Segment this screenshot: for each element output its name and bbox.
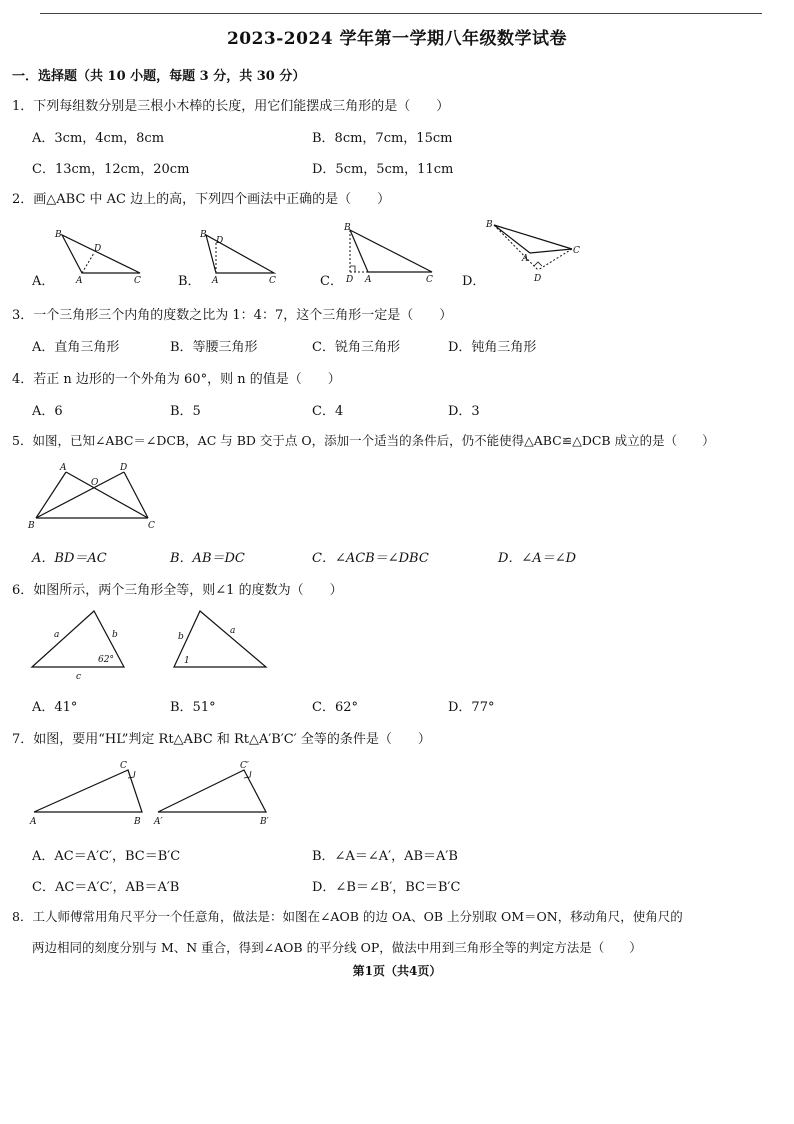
question-5-option-a: A．BD＝AC: [32, 551, 107, 566]
top-rule: [40, 13, 762, 14]
label-c: C: [120, 761, 127, 771]
label-b: B: [200, 230, 207, 240]
label-c: C: [148, 521, 155, 531]
label-o: O: [91, 478, 99, 488]
label-a: a: [230, 626, 236, 636]
question-1-option-a: A．3cm，4cm，8cm: [32, 131, 165, 146]
question-2-figure-a: [52, 225, 152, 285]
question-1-stem: 1．下列每组数分别是三根小木棒的长度，用它们能摆成三角形的是（ ）: [12, 99, 450, 114]
label-d: D: [534, 274, 542, 284]
label-d: D: [120, 463, 128, 473]
question-2-figure-c: [340, 220, 440, 285]
question-6-option-c: C．62°: [312, 700, 358, 715]
question-8-line-2: 两边相同的刻度分别与 M、N 重合，得到∠AOB 的平分线 OP，做法中用到三角形全等的判定方法是（ ）: [32, 940, 642, 955]
question-6-option-d: D．77°: [448, 700, 495, 715]
label-b: B: [486, 220, 493, 230]
label-c: C: [134, 276, 141, 286]
label-angle: 62°: [98, 655, 114, 665]
label-a: A: [60, 463, 67, 473]
label-a: A: [522, 254, 529, 264]
label-c: C: [426, 275, 433, 285]
question-4-option-a: A．6: [32, 404, 63, 419]
question-3-option-a: A．直角三角形: [32, 340, 120, 355]
label-b: b: [112, 630, 118, 640]
label-b: b: [178, 632, 184, 642]
question-6-option-b: B．51°: [170, 700, 216, 715]
label-c: c: [76, 672, 82, 682]
question-7-option-b: B．∠A＝∠A′，AB＝A′B: [312, 849, 458, 864]
page-footer: 第1页（共4页）: [352, 964, 442, 978]
question-6-stem: 6．如图所示，两个三角形全等，则∠1 的度数为（ ）: [12, 583, 343, 598]
question-7-stem: 7．如图，要用“HL”判定 Rt△ABC 和 Rt△A′B′C′ 全等的条件是（ ）: [12, 732, 431, 747]
question-7-option-c: C．AC＝A′C′，AB＝A′B: [32, 880, 180, 895]
label-d: D: [94, 244, 102, 254]
section-heading: 一．选择题（共 10 小题，每题 3 分，共 30 分）: [12, 69, 306, 84]
label-c: C: [573, 246, 580, 256]
question-3-option-b: B．等腰三角形: [170, 340, 258, 355]
question-4-option-b: B．5: [170, 404, 201, 419]
label-a: a: [54, 630, 60, 640]
question-2-option-d: D．: [462, 274, 486, 289]
label-d: D: [346, 275, 354, 285]
question-5-option-c: C．∠ACB＝∠DBC: [312, 551, 429, 566]
question-5-stem: 5．如图，已知∠ABC＝∠DCB，AC 与 BD 交于点 O，添加一个适当的条件后，仍不能使得△ABC≌△DCB 成立的是（ ）: [12, 433, 715, 448]
label-b: B: [55, 230, 62, 240]
question-7-option-d: D．∠B＝∠B′，BC＝B′C: [312, 880, 461, 895]
question-5-figure: [28, 460, 168, 535]
question-1-option-b: B．8cm，7cm，15cm: [312, 131, 453, 146]
question-6-figure-left: [28, 605, 138, 680]
label-a-prime: A′: [154, 817, 163, 827]
label-a: A: [76, 276, 83, 286]
label-a: A: [212, 276, 219, 286]
label-d: D: [216, 236, 224, 246]
question-2-figure-b: [198, 225, 288, 285]
question-4-stem: 4．若正 n 边形的一个外角为 60°，则 n 的值是（ ）: [12, 372, 341, 387]
label-b: B: [28, 521, 35, 531]
question-8-line-1: 8．工人师傅常用角尺平分一个任意角，做法是：如图在∠AOB 的边 OA、OB 上分别取 OM＝ON，移动角尺，使角尺的: [12, 909, 683, 924]
label-c: C: [269, 276, 276, 286]
question-7-option-a: A．AC＝A′C′，BC＝B′C: [32, 849, 181, 864]
question-2-option-b: B．: [178, 274, 201, 289]
question-2-option-c: C．: [320, 274, 343, 289]
question-5-option-d: D．∠A＝∠D: [498, 551, 577, 566]
question-2-stem: 2．画△ABC 中 AC 边上的高，下列四个画法中正确的是（ ）: [12, 192, 391, 207]
question-4-option-d: D．3: [448, 404, 480, 419]
question-5-option-b: B．AB＝DC: [170, 551, 245, 566]
label-b: B: [134, 817, 141, 827]
question-2-figure-d: [482, 215, 592, 285]
exam-title: 2023-2024 学年第一学期八年级数学试卷: [226, 29, 568, 49]
question-7-figure-left: [28, 758, 158, 830]
label-b: B: [344, 223, 351, 233]
label-a: A: [30, 817, 37, 827]
label-c-prime: C′: [240, 761, 249, 771]
question-1-option-c: C．13cm，12cm，20cm: [32, 162, 190, 177]
question-4-option-c: C．4: [312, 404, 344, 419]
question-1-option-d: D．5cm，5cm，11cm: [312, 162, 454, 177]
question-6-figure-right: [170, 605, 280, 680]
label-b-prime: B′: [260, 817, 269, 827]
question-3-stem: 3．一个三角形三个内角的度数之比为 1：4：7，这个三角形一定是（ ）: [12, 308, 453, 323]
label-angle-1: 1: [184, 656, 190, 666]
question-3-option-d: D．钝角三角形: [448, 340, 537, 355]
question-7-figure-right: [152, 758, 282, 830]
label-a: A: [365, 275, 372, 285]
question-2-option-a: A．: [32, 274, 55, 289]
question-6-option-a: A．41°: [32, 700, 78, 715]
question-3-option-c: C．锐角三角形: [312, 340, 400, 355]
